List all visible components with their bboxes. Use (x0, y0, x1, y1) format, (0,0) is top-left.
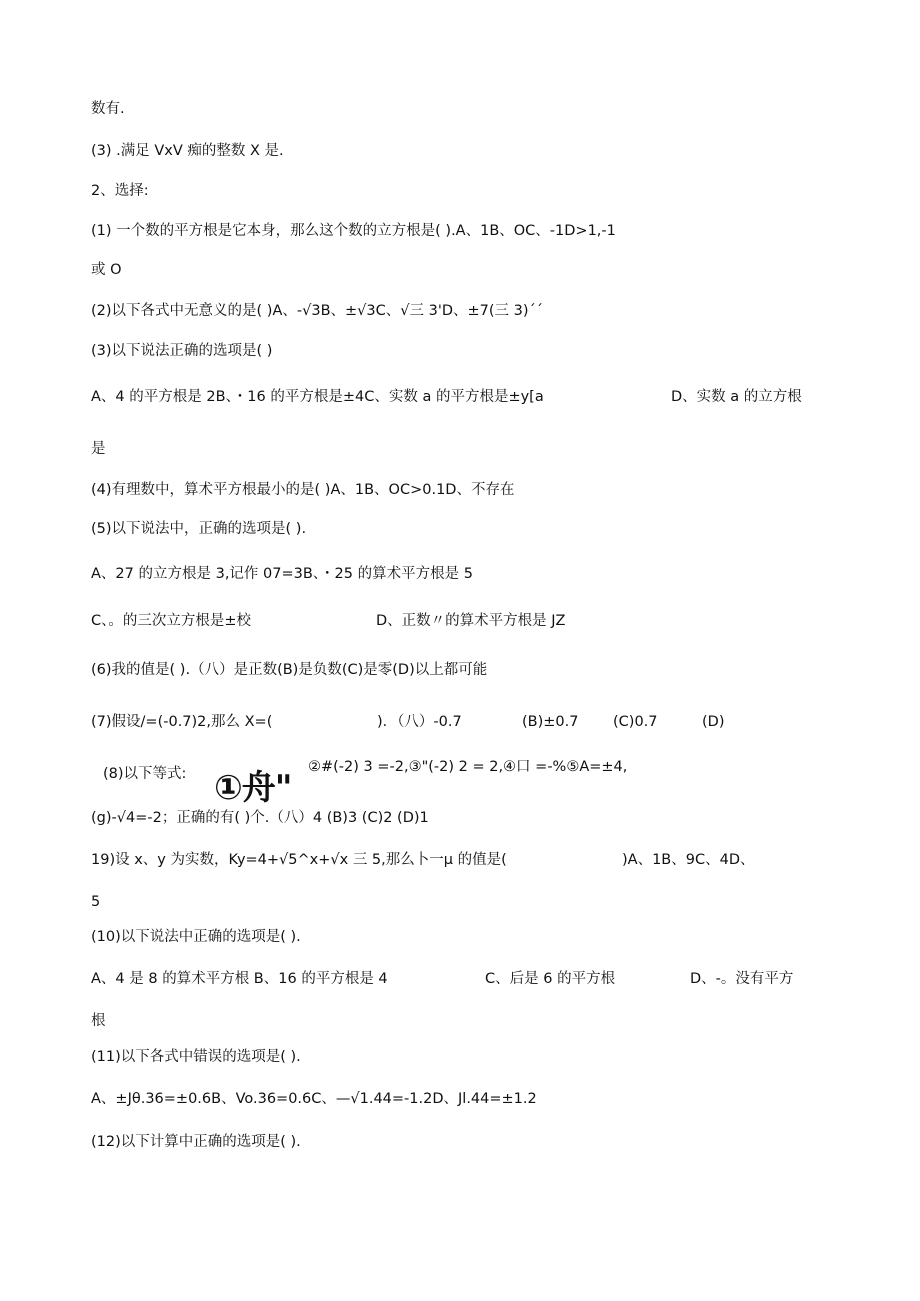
question-choice-7-option-c: (C)0.7 (613, 714, 658, 730)
question-choice-8-continued: (g)-√4=-2；正确的有( )个.（八）4 (B)3 (C)2 (D)1 (91, 810, 429, 826)
question-choice-2: (2)以下各式中无意义的是( )A、-√3B、±√3C、√三 3'D、±7(三 3)´´ (91, 303, 544, 319)
question-choice-5-option-c: C、。的三次立方根是±校 (91, 613, 252, 629)
question-fill-3: (3) .满足 VxV 痴的整数 X 是. (91, 143, 284, 159)
question-choice-5-option-d: D、正数〃的算术平方根是 JZ (376, 613, 566, 629)
question-choice-11: (11)以下各式中错误的选项是( ). (91, 1049, 301, 1065)
question-choice-5: (5)以下说法中，正确的选项是( ). (91, 521, 307, 537)
question-choice-7-option-d: (D) (702, 714, 725, 730)
question-choice-10-continued: 根 (91, 1013, 106, 1029)
question-choice-8-items: ②#(-2) 3 =-2,③"(-2) 2 = 2,④口 =-%⑤A=±4, (308, 759, 628, 775)
question-choice-10: (10)以下说法中正确的选项是( ). (91, 929, 301, 945)
question-choice-5-options-ab: A、27 的立方根是 3,记作 07=3B、・25 的算术平方根是 5 (91, 566, 473, 582)
question-choice-3-option-d: D、实数 a 的立方根 (671, 389, 802, 405)
question-choice-3: (3)以下说法正确的选项是( ) (91, 343, 273, 359)
question-choice-11-options: A、±Jθ.36=±0.6B、Vo.36=0.6C、—√1.44=-1.2D、Jl.44=±1.2 (91, 1091, 537, 1107)
section-heading-choice: 2、选择: (91, 183, 149, 199)
question-choice-1-continued: 或 O (91, 262, 122, 278)
question-choice-1: (1) 一个数的平方根是它本身，那么这个数的立方根是( ).A、1B、OC、-1D>1,-1 (91, 223, 616, 239)
question-choice-7-option-b: (B)±0.7 (522, 714, 579, 730)
question-choice-7-option-a: )．（八）-0.7 (377, 714, 462, 730)
question-choice-10-option-d: D、-。没有平方 (690, 971, 794, 987)
question-choice-6: (6)我的值是( ).（八）是正数(B)是负数(C)是零(D)以上都可能 (91, 662, 488, 678)
question-choice-10-option-c: C、后是 6 的平方根 (485, 971, 616, 987)
question-choice-9: 19)设 x、y 为实数，Ky=4+√5^x+√x 三 5,那么卜一μ 的值是( (91, 852, 507, 868)
question-choice-8-item-1: ①舟" (214, 768, 292, 808)
question-choice-7: (7)假设/=(-0.7)2,那么 X=( (91, 714, 273, 730)
text-line-1: 数有. (91, 101, 125, 117)
question-choice-10-options-ab: A、4 是 8 的算术平方根 B、16 的平方根是 4 (91, 971, 388, 987)
question-choice-9-continued: 5 (91, 894, 101, 910)
question-choice-12: (12)以下计算中正确的选项是( ). (91, 1134, 301, 1150)
question-choice-3-continued: 是 (91, 441, 106, 457)
question-choice-9-options: )A、1B、9C、4D、 (622, 852, 755, 868)
question-choice-3-options: A、4 的平方根是 2B、・16 的平方根是±4C、实数 a 的平方根是±y[a (91, 389, 544, 405)
question-choice-8: (8)以下等式: (103, 766, 187, 782)
question-choice-4: (4)有理数中，算术平方根最小的是( )A、1B、OC>0.1D、不存在 (91, 482, 515, 498)
